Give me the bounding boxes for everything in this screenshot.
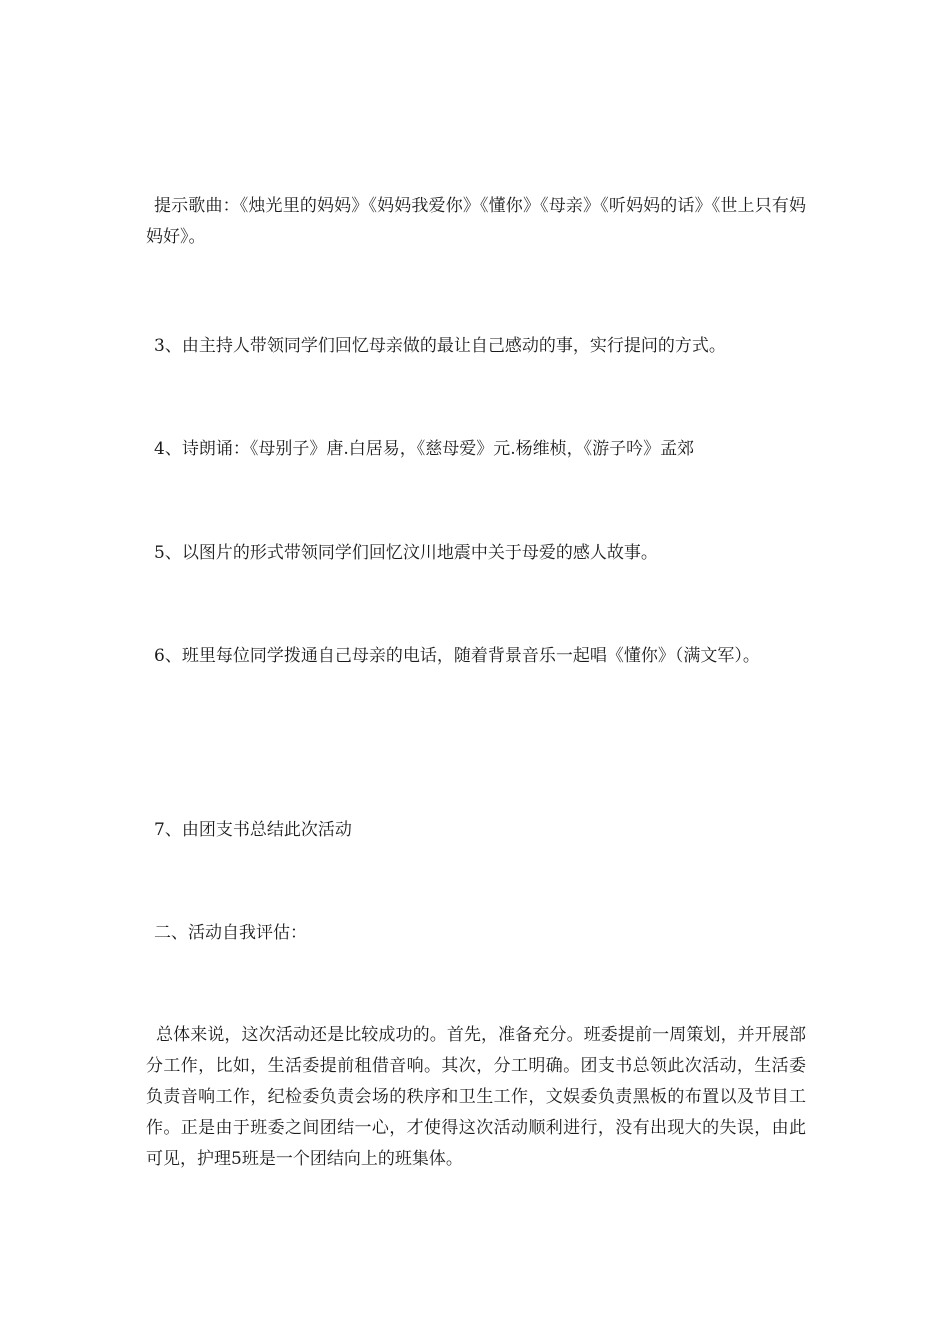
item-6-paragraph: 6、班里每位同学拨通自己母亲的电话，随着背景音乐一起唱《懂你》（满文军）。: [154, 646, 760, 666]
section-heading-self-evaluation: 二、活动自我评估：: [154, 923, 307, 943]
item-7-paragraph: 7、由团支书总结此次活动: [154, 820, 352, 840]
evaluation-summary-paragraph: 总体来说，这次活动还是比较成功的。首先，准备充分。班委提前一周策划，并开展部分工作，比如，生活委提前租借音响。其次，分工明确。团支书总领此次活动，生活委负责音响工作，纪检委负责会场的秩序和卫生工作，文娱委负责黑板的布置以及节目工作。正是由于班委之间团结一心，才使得这次活动顺利进行，没有出现大的失误，由此可见，护理5班是一个团结向上的班集体。: [146, 1025, 806, 1169]
song-suggestions-paragraph: 提示歌曲：《烛光里的妈妈》《妈妈我爱你》《懂你》《母亲》《听妈妈的话》《世上只有妈妈好》。: [146, 196, 806, 247]
item-3-paragraph: 3、由主持人带领同学们回忆母亲做的最让自己感动的事，实行提问的方式。: [154, 336, 726, 356]
item-4-paragraph: 4、诗朗诵：《母别子》唐.白居易，《慈母爱》元.杨维桢，《游子吟》孟郊: [154, 439, 695, 459]
item-5-paragraph: 5、以图片的形式带领同学们回忆汶川地震中关于母爱的感人故事。: [154, 543, 658, 563]
